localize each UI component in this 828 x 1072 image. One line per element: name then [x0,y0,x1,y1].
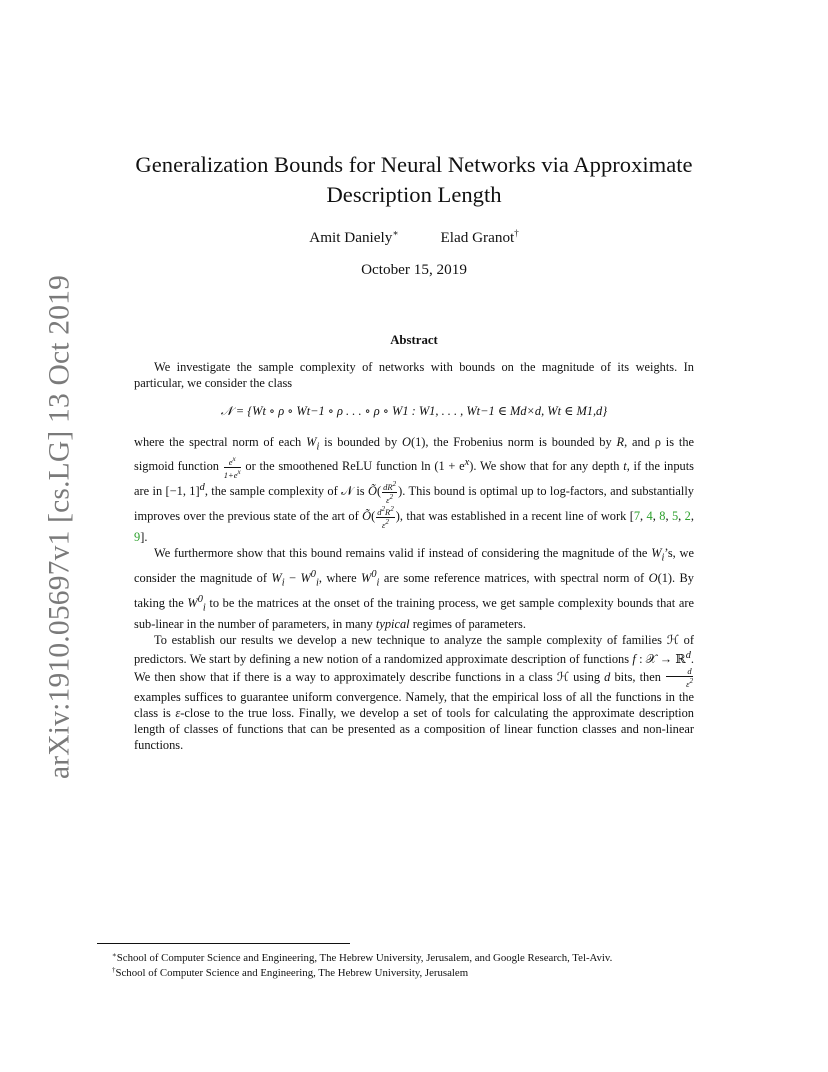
footnote-2: †School of Computer Science and Engineering, The Hebrew University, Jerusalem [112,966,469,979]
abstract-heading: Abstract [390,333,438,347]
paper-title [0,150,828,210]
footnote-separator [97,943,350,944]
paper-date: October 15, 2019 [361,261,467,278]
author-list [0,228,828,247]
arxiv-identifier-stamp: arXiv:1910.05697v1 [cs.LG] 13 Oct 2019 [43,274,76,780]
author-2-footnote-mark[interactable]: † [514,228,519,238]
abstract-paragraph-2: We furthermore show that this bound remains valid if instead of considering the magnitude of the $W_i’s$, we consider the magnitude of $W_i - W^0_i$, where $W^0_i$ are some reference matrices, with spectral norm of O(1). By taking the $W^0_i$ to be the matrices at the onset of the training process, we get sample complexity bounds that are sub-linear in the number of parameters, in many typical regimes of parameters. [134,546,694,632]
network-class-equation: 𝒩 = {Wt ∘ ρ ∘ Wt−1 ∘ ρ . . . ∘ ρ ∘ W1 : W1, . . . , Wt−1 ∈ Md×d, Wt ∈ M1,d} [220,404,608,418]
abstract-paragraph-1b: where the spectral norm of each $W_i$ is bounded by O(1), the Frobenius norm is bounded by R, and ρ is the sigmoid function $\frac{e^x}{1+e^x}$ or the smoothened ReLU function $\ln (1 + e^x)$. We show that for any depth t, if the inputs are in [−1, 1]$^d$, the sample complexity of 𝒩 is Õ( $\frac{dR^2}{\varepsilon^2}$ ). This bound is optimal up to log-factors, and substantially improves over the previous state of the art of Õ( $\frac{d^2R^2}{\varepsilon^2}$ ), that was established in a recent line of work [7, 4, 8, 5, 2, 9]. We furthermore show that this bound remains valid if instead of considering the magnitude of the $W_i’s$, we consider the magnitude of $W_i - W^0_i$, where $W^0_i$ are some reference matrices, with spectral norm of O(1). By taking the $W^0_i$ to be the matrices at the onset of the training process, we get sample complexity bounds that are sub-linear in the number of parameters, in many typical regimes of parameters. To establish our results we develop a new technique to analyze the sample complexity of families ℋ of predictors. We start by defining a new notion of a randomized approximate description of functions f : 𝒳 → ℝ$^d$. We then show that if there is a way to approximately describe functions in a class ℋ using d bits, then $\frac{d}{\varepsilon^2}$ examples suffices to guarantee uniform convergence. Namely, that the empirical loss of all the functions in the class is ε-close to the true loss. Finally, we develop a set of tools for calculating the approximate description length of classes of functions that can be presented as a composition of linear function classes and non-linear functions. [134,435,695,753]
citation-link[interactable]: 4 [646,508,653,523]
title-line-1: Generalization Bounds for Neural Networks via Approximate [135,152,693,177]
citation-link[interactable]: 7 [633,508,641,523]
title-line-2: Description Length [326,182,502,207]
footnote-1: ∗School of Computer Science and Engineering, The Hebrew University, Jerusalem, and Google Research, Tel-Aviv. [112,951,613,964]
author-1-footnote-mark[interactable]: ∗ [392,228,399,238]
citation-link[interactable]: 9 [134,530,141,545]
abstract-paragraph-3: To establish our results we develop a new technique to analyze the sample complexity of families ℋ of predictors. We start by defining a new notion of a randomized approximate description of functions f : 𝒳 → ℝ$^d$. We then show that if there is a way to approximately describe functions in a class ℋ using d bits, then $\frac{d}{\varepsilon^2}$ examples suffices to guarantee uniform convergence. Namely, that the empirical loss of all the functions in the class is ε-close to the true loss. Finally, we develop a set of tools for calculating the approximate description length of classes of functions that can be presented as a composition of linear function classes and non-linear functions. [134,633,694,753]
citation-link[interactable]: 8 [659,508,666,523]
complexity-fraction: $\frac{dR^2}{\varepsilon^2}$ [383,480,397,505]
examples-fraction: $\frac{d}{\varepsilon^2}$ [666,667,693,689]
author-1: Amit Daniely∗ [309,228,399,246]
author-2: Elad Granot† [440,228,519,246]
citation-link[interactable]: 5 [671,508,679,523]
citation-link[interactable]: 2 [684,508,691,523]
prior-complexity-fraction: $\frac{d^2R^2}{\varepsilon^2}$ [377,504,394,530]
sigmoid-fraction: $\frac{e^x}{1+e^x}$ [223,455,241,481]
abstract-paragraph-1a: We investigate the sample complexity of networks with bounds on the magnitude of its weights. In particular, we consider the class [134,360,694,390]
